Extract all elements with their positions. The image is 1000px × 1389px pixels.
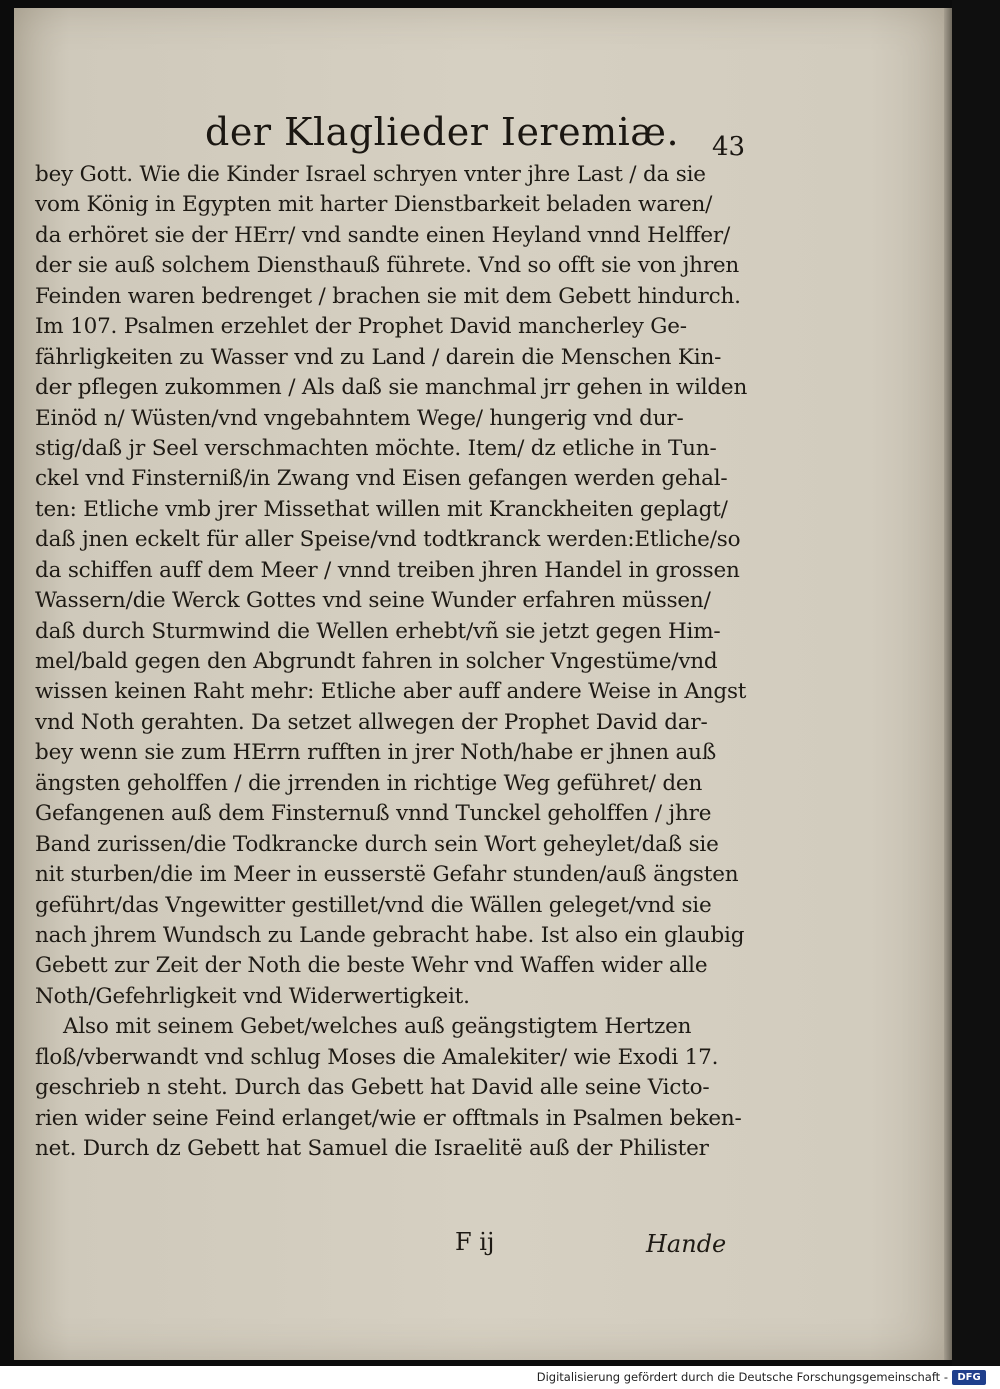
text-line: mel/bald gegen den Abgrundt fahren in solcher Vngestüme/vnd: [35, 649, 718, 674]
text-line: fährligkeiten zu Wasser vnd zu Land / darein die Menschen Kin-: [35, 344, 722, 370]
text-line: nach jhrem Wundsch zu Lande gebracht habe. Ist also ein glaubig: [35, 922, 745, 948]
text-line: daß durch Sturmwind die Wellen erhebt/vñ sie jetzt gegen Him-: [35, 618, 721, 644]
text-line: geführt/das Vngewitter gestillet/vnd die Wällen geleget/vnd sie: [35, 892, 712, 918]
text-line: bey wenn sie zum HErrn rufften in jrer Noth/habe er jhnen auß: [35, 740, 716, 766]
text-line: da schiffen auff dem Meer / vnnd treiben jhren Handel in grossen: [35, 557, 740, 583]
text-line: Also mit seinem Gebet/welches auß geängstigtem Hertzen: [63, 1014, 692, 1040]
text-line: Band zurissen/die Todkrancke durch sein Wort geheylet/daß sie: [35, 831, 719, 857]
text-line: Einöd n/ Wüsten/vnd vngebahntem Wege/ hungerig vnd dur-: [35, 405, 684, 431]
scan-margin: [952, 0, 1000, 1366]
text-line: net. Durch dz Gebett hat Samuel die Israelitë auß der Philister: [35, 1136, 709, 1161]
dfg-logo-icon: DFG: [952, 1370, 986, 1385]
text-line: stig/daß jr Seel verschmachten möchte. Item/ dz etliche in Tun-: [35, 435, 717, 461]
text-line: ckel vnd Finsterniß/in Zwang vnd Eisen gefangen werden gehal-: [35, 466, 728, 492]
credit-text: Digitalisierung gefördert durch die Deutsche Forschungsgemeinschaft -: [536, 1370, 948, 1384]
text-line: vom König in Egypten mit harter Dienstbarkeit beladen waren/: [35, 192, 713, 218]
text-line: bey Gott. Wie die Kinder Israel schryen vnter jhre Last / da sie: [35, 162, 706, 187]
text-line: der pflegen zukommen / Als daß sie manchmal jrr gehen in wilden: [35, 375, 748, 401]
signature-mark: F ij: [455, 1228, 495, 1256]
text-line: Noth/Gefehrligkeit vnd Widerwertigkeit.: [35, 983, 470, 1009]
text-line: Gebett zur Zeit der Noth die beste Wehr vnd Waffen wider alle: [35, 953, 708, 979]
text-line: da erhöret sie der HErr/ vnd sandte einen Heyland vnnd Helffer/: [35, 222, 731, 248]
text-line: Wassern/die Werck Gottes vnd seine Wunder erfahren müssen/: [35, 588, 711, 614]
text-line: rien wider seine Feind erlanget/wie er offtmals in Psalmen beken-: [35, 1105, 742, 1131]
text-line: Feinden waren bedrenget / brachen sie mit dem Gebett hindurch.: [35, 283, 741, 309]
text-line: der sie auß solchem Diensthauß führete. Vnd so offt sie von jhren: [35, 253, 740, 279]
text-line: wissen keinen Raht mehr: Etliche aber auff andere Weise in Angst: [35, 679, 747, 705]
text-line: Im 107. Psalmen erzehlet der Prophet David mancherley Ge-: [35, 314, 687, 340]
catchword: Hande: [646, 1230, 727, 1258]
text-line: vnd Noth gerahten. Da setzet allwegen der Prophet David dar-: [35, 709, 708, 735]
page-number: 43: [712, 132, 746, 162]
body-text: [35, 160, 755, 1164]
text-line: Gefangenen auß dem Finsternuß vnnd Tunckel geholffen / jhre: [35, 801, 712, 827]
running-title: der Klaglieder Ieremiæ.: [205, 110, 680, 154]
text-line: floß/vberwandt vnd schlug Moses die Amalekiter/ wie Exodi 17.: [35, 1044, 719, 1070]
credit-bar: [0, 1366, 1000, 1389]
page-edge: [944, 8, 952, 1360]
text-line: geschrieb n steht. Durch das Gebett hat David alle seine Victo-: [35, 1075, 710, 1101]
text-line: nit sturben/die im Meer in eusserstë Gefahr stunden/auß ängsten: [35, 862, 739, 888]
text-line: ten: Etliche vmb jrer Missethat willen mit Kranckheiten geplagt/: [35, 496, 728, 522]
text-line: daß jnen eckelt für aller Speise/vnd todtkranck werden:Etliche/so: [35, 527, 741, 553]
text-line: ängsten geholffen / die jrrenden in richtige Weg geführet/ den: [35, 770, 703, 796]
